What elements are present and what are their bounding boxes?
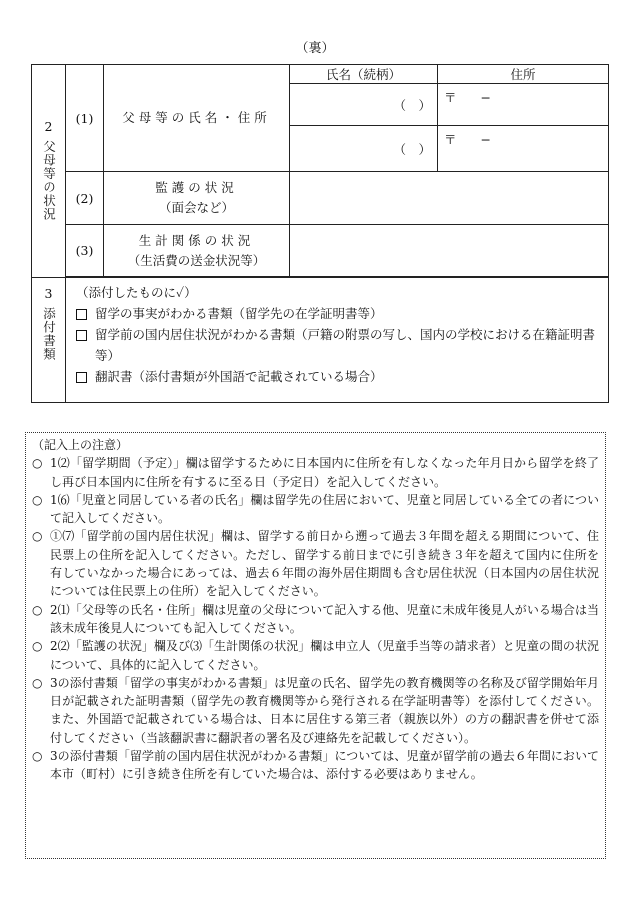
- relation-paren: （ ）: [393, 141, 431, 157]
- attachment-label: 留学前の国内居住状況がわかる書類（戸籍の附票の写し、国内の学校における在籍証明書等）: [95, 327, 596, 363]
- section2-header: [32, 65, 66, 278]
- bullet-icon: ○: [32, 529, 43, 544]
- note-item: [32, 454, 599, 491]
- row2-number: (2): [66, 172, 104, 225]
- note-text: 2⑵「監護の状況」欄及び⑶「生計関係の状況」欄は申立人（児童手当等の請求者）と児童の間の状況について、具体的に記入してください。: [50, 639, 599, 672]
- row1-number: (1): [66, 65, 104, 172]
- note-text: 3の添付書類「留学の事実がわかる書類」は児童の氏名、留学先の教育機関等の名称及び留学開始年月日が記載された証明書類（留学先の教育機関等から発行される在学証明書等）を添付してください。また、外国語で記載されている場合は、日本に居住する第三者（親族以外）の方の翻訳書を併せて添付してください（当該翻訳書に翻訳者の署名及び連絡先を記載してください）。: [50, 675, 599, 745]
- relation-paren: （ ）: [393, 97, 431, 113]
- bullet-icon: ○: [32, 456, 43, 471]
- postal-mark: 〒: [444, 132, 457, 147]
- parent1-name-field[interactable]: [290, 84, 438, 126]
- checkbox[interactable]: [76, 309, 87, 320]
- note-text: 1⑹「児童と同居している者の氏名」欄は留学先の住居において、児童と同居している全ての者について記入してください。: [50, 492, 599, 526]
- bullet-icon: ○: [32, 639, 43, 654]
- section3-title: 添付書類: [41, 307, 57, 361]
- bullet-icon: ○: [32, 749, 43, 764]
- guardian-status-table: [31, 64, 609, 403]
- note-item: [32, 527, 599, 600]
- note-text: ①⑺「留学前の国内居住状況」欄は、留学する前日から遡って過去３年間を超える期間について、住民票上の住所を記入してください。ただし、留学する前日までに引き続き３年を超えて国内に住所を有していなかった場合にあっては、過去６年間の海外居住期間も含む居住状況（日本国内の居住状況については住民票上の住所）を記入してください。: [50, 529, 599, 599]
- postal-mark: 〒: [444, 90, 457, 105]
- bullet-icon: ○: [32, 492, 43, 507]
- row3-sublabel: （生活費の送金状況等）: [127, 252, 266, 268]
- attachments-cell: [66, 278, 609, 403]
- postal-dash: −: [480, 132, 491, 147]
- row3-label-cell: [104, 225, 290, 277]
- bullet-icon: ○: [32, 675, 43, 690]
- attachment-label: 留学の事実がわかる書類（留学先の在学証明書等）: [95, 306, 383, 321]
- row2-label: 監護の状況: [155, 180, 238, 195]
- note-text: 1⑵「留学期間（予定）」欄は留学するために日本国内に住所を有しなくなった年月日から留学を終了し再び日本国内に住所を有するに至る日（予定日）を記入してください。: [50, 456, 599, 489]
- attachment-item[interactable]: [76, 324, 602, 366]
- col-address-header: 住所: [438, 65, 609, 84]
- bullet-icon: ○: [32, 602, 43, 617]
- row1-label: 父母等の氏名・住所: [104, 65, 290, 172]
- parent1-address-field[interactable]: [438, 84, 609, 126]
- note-item: [32, 637, 599, 674]
- postal-dash: −: [480, 90, 491, 105]
- parent2-name-field[interactable]: [290, 126, 438, 172]
- note-item: [32, 747, 599, 784]
- section2-title: 父母等の状況: [41, 139, 57, 221]
- notes-box: [25, 432, 606, 859]
- col-name-header: 氏名（続柄）: [290, 65, 438, 84]
- row3-label: 生計関係の状況: [138, 232, 255, 248]
- attachment-item[interactable]: [76, 303, 602, 324]
- note-item: [32, 674, 599, 747]
- checkbox[interactable]: [76, 372, 87, 383]
- row3-number: (3): [66, 225, 104, 277]
- back-side-label: （裏）: [295, 41, 335, 56]
- livelihood-status-field[interactable]: [290, 225, 609, 277]
- section3-number: 3: [44, 286, 53, 301]
- checkbox[interactable]: [76, 330, 87, 341]
- row2-sublabel: （面会など）: [158, 200, 234, 215]
- section3-header: [32, 278, 66, 403]
- attachment-item[interactable]: [76, 366, 602, 387]
- note-item: [32, 491, 599, 528]
- section2-number: 2: [44, 118, 53, 134]
- notes-heading: （記入上の注意）: [32, 438, 129, 452]
- note-text: 3の添付書類「留学前の国内居住状況がわかる書類」については、児童が留学前の過去６年間において本市（町村）に引き続き住所を有していた場合は、添付する必要はありません。: [50, 749, 599, 782]
- attachment-label: 翻訳書（添付書類が外国語で記載されている場合）: [95, 369, 383, 384]
- parent2-address-field[interactable]: [438, 126, 609, 172]
- note-text: 2⑴「父母等の氏名・住所」欄は児童の父母について記入する他、児童に未成年後見人がいる場合は当該未成年後見人についても記入してください。: [50, 602, 599, 635]
- attachments-intro: （添付したものに✓）: [76, 285, 197, 300]
- note-item: [32, 601, 599, 638]
- custody-status-field[interactable]: [290, 172, 609, 225]
- row2-label-cell: [104, 172, 290, 225]
